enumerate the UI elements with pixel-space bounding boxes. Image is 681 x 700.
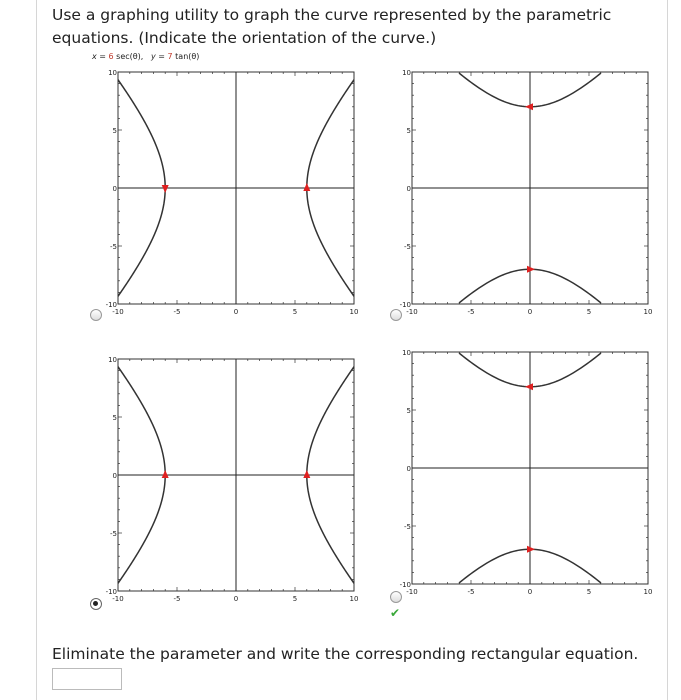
question-text: Use a graphing utility to graph the curve represented by the parametric equations. (Indicate the orientation of the curve.) <box>52 6 612 47</box>
x-tick-label: 0 <box>233 308 239 316</box>
y-tick-label: -5 <box>110 243 117 251</box>
x-tick-label: -10 <box>406 588 418 596</box>
x-coefficient: 6 <box>108 52 114 61</box>
orientation-arrow <box>303 470 310 478</box>
plot-option-a <box>105 68 364 320</box>
radio-option-b[interactable] <box>390 309 402 321</box>
y-tick-label: 5 <box>112 127 117 135</box>
x-tick-label: -10 <box>406 308 418 316</box>
x-tick-label: 10 <box>349 308 359 316</box>
y-tick-label: 0 <box>112 472 117 480</box>
orientation-arrow <box>527 266 535 273</box>
radio-option-c[interactable] <box>90 598 102 610</box>
x-tick-label: 0 <box>527 588 533 596</box>
y-tick-label: 5 <box>112 414 117 422</box>
y-tick-label: -10 <box>105 588 117 596</box>
answer-input[interactable] <box>52 668 122 690</box>
radio-option-a[interactable] <box>90 309 102 321</box>
x-tick-label: -5 <box>173 308 181 316</box>
x-suffix: sec(θ), <box>113 52 144 61</box>
plot-option-b <box>399 68 658 320</box>
x-tick-label: -5 <box>467 308 475 316</box>
x-tick-label: 0 <box>233 595 239 603</box>
orientation-arrow <box>525 103 533 110</box>
x-tick-label: -10 <box>112 308 124 316</box>
parametric-equations <box>92 52 199 61</box>
plot-option-d <box>399 348 658 600</box>
y-tick-label: 0 <box>406 185 411 193</box>
y-tick-label: -5 <box>404 523 411 531</box>
y-tick-label: 10 <box>402 69 411 77</box>
x-tick-label: 5 <box>586 308 592 316</box>
orientation-arrow <box>527 546 535 553</box>
y-tick-label: 10 <box>108 356 117 364</box>
y-tick-label: 0 <box>112 185 117 193</box>
x-tick-label: 5 <box>586 588 592 596</box>
correct-check-icon: ✔ <box>390 606 401 620</box>
y-tick-label: -5 <box>404 243 411 251</box>
y-suffix: tan(θ) <box>172 52 200 61</box>
y-tick-label: 5 <box>406 407 411 415</box>
y-tick-label: 0 <box>406 465 411 473</box>
x-tick-label: -5 <box>467 588 475 596</box>
x-tick-label: 5 <box>292 308 298 316</box>
x-tick-label: 10 <box>643 308 653 316</box>
x-tick-label: 0 <box>527 308 533 316</box>
x-prefix: x = <box>92 52 109 61</box>
y-tick-label: -10 <box>105 301 117 309</box>
x-tick-label: -10 <box>112 595 124 603</box>
orientation-arrow <box>162 470 169 478</box>
y-coefficient: 7 <box>167 52 173 61</box>
x-tick-label: 10 <box>643 588 653 596</box>
plot-option-c <box>105 355 364 607</box>
y-tick-label: -10 <box>399 301 411 309</box>
y-tick-label: 10 <box>402 349 411 357</box>
orientation-arrow <box>162 185 169 193</box>
radio-option-d[interactable] <box>390 591 402 603</box>
y-tick-label: 10 <box>108 69 117 77</box>
y-prefix: y = <box>150 52 168 61</box>
orientation-arrow <box>525 383 533 390</box>
eliminate-instruction: Eliminate the parameter and write the corresponding rectangular equation. <box>52 645 639 663</box>
y-tick-label: -10 <box>399 581 411 589</box>
x-tick-label: -5 <box>173 595 181 603</box>
x-tick-label: 5 <box>292 595 298 603</box>
x-tick-label: 10 <box>349 595 359 603</box>
y-tick-label: -5 <box>110 530 117 538</box>
y-tick-label: 5 <box>406 127 411 135</box>
orientation-arrow <box>303 183 310 191</box>
